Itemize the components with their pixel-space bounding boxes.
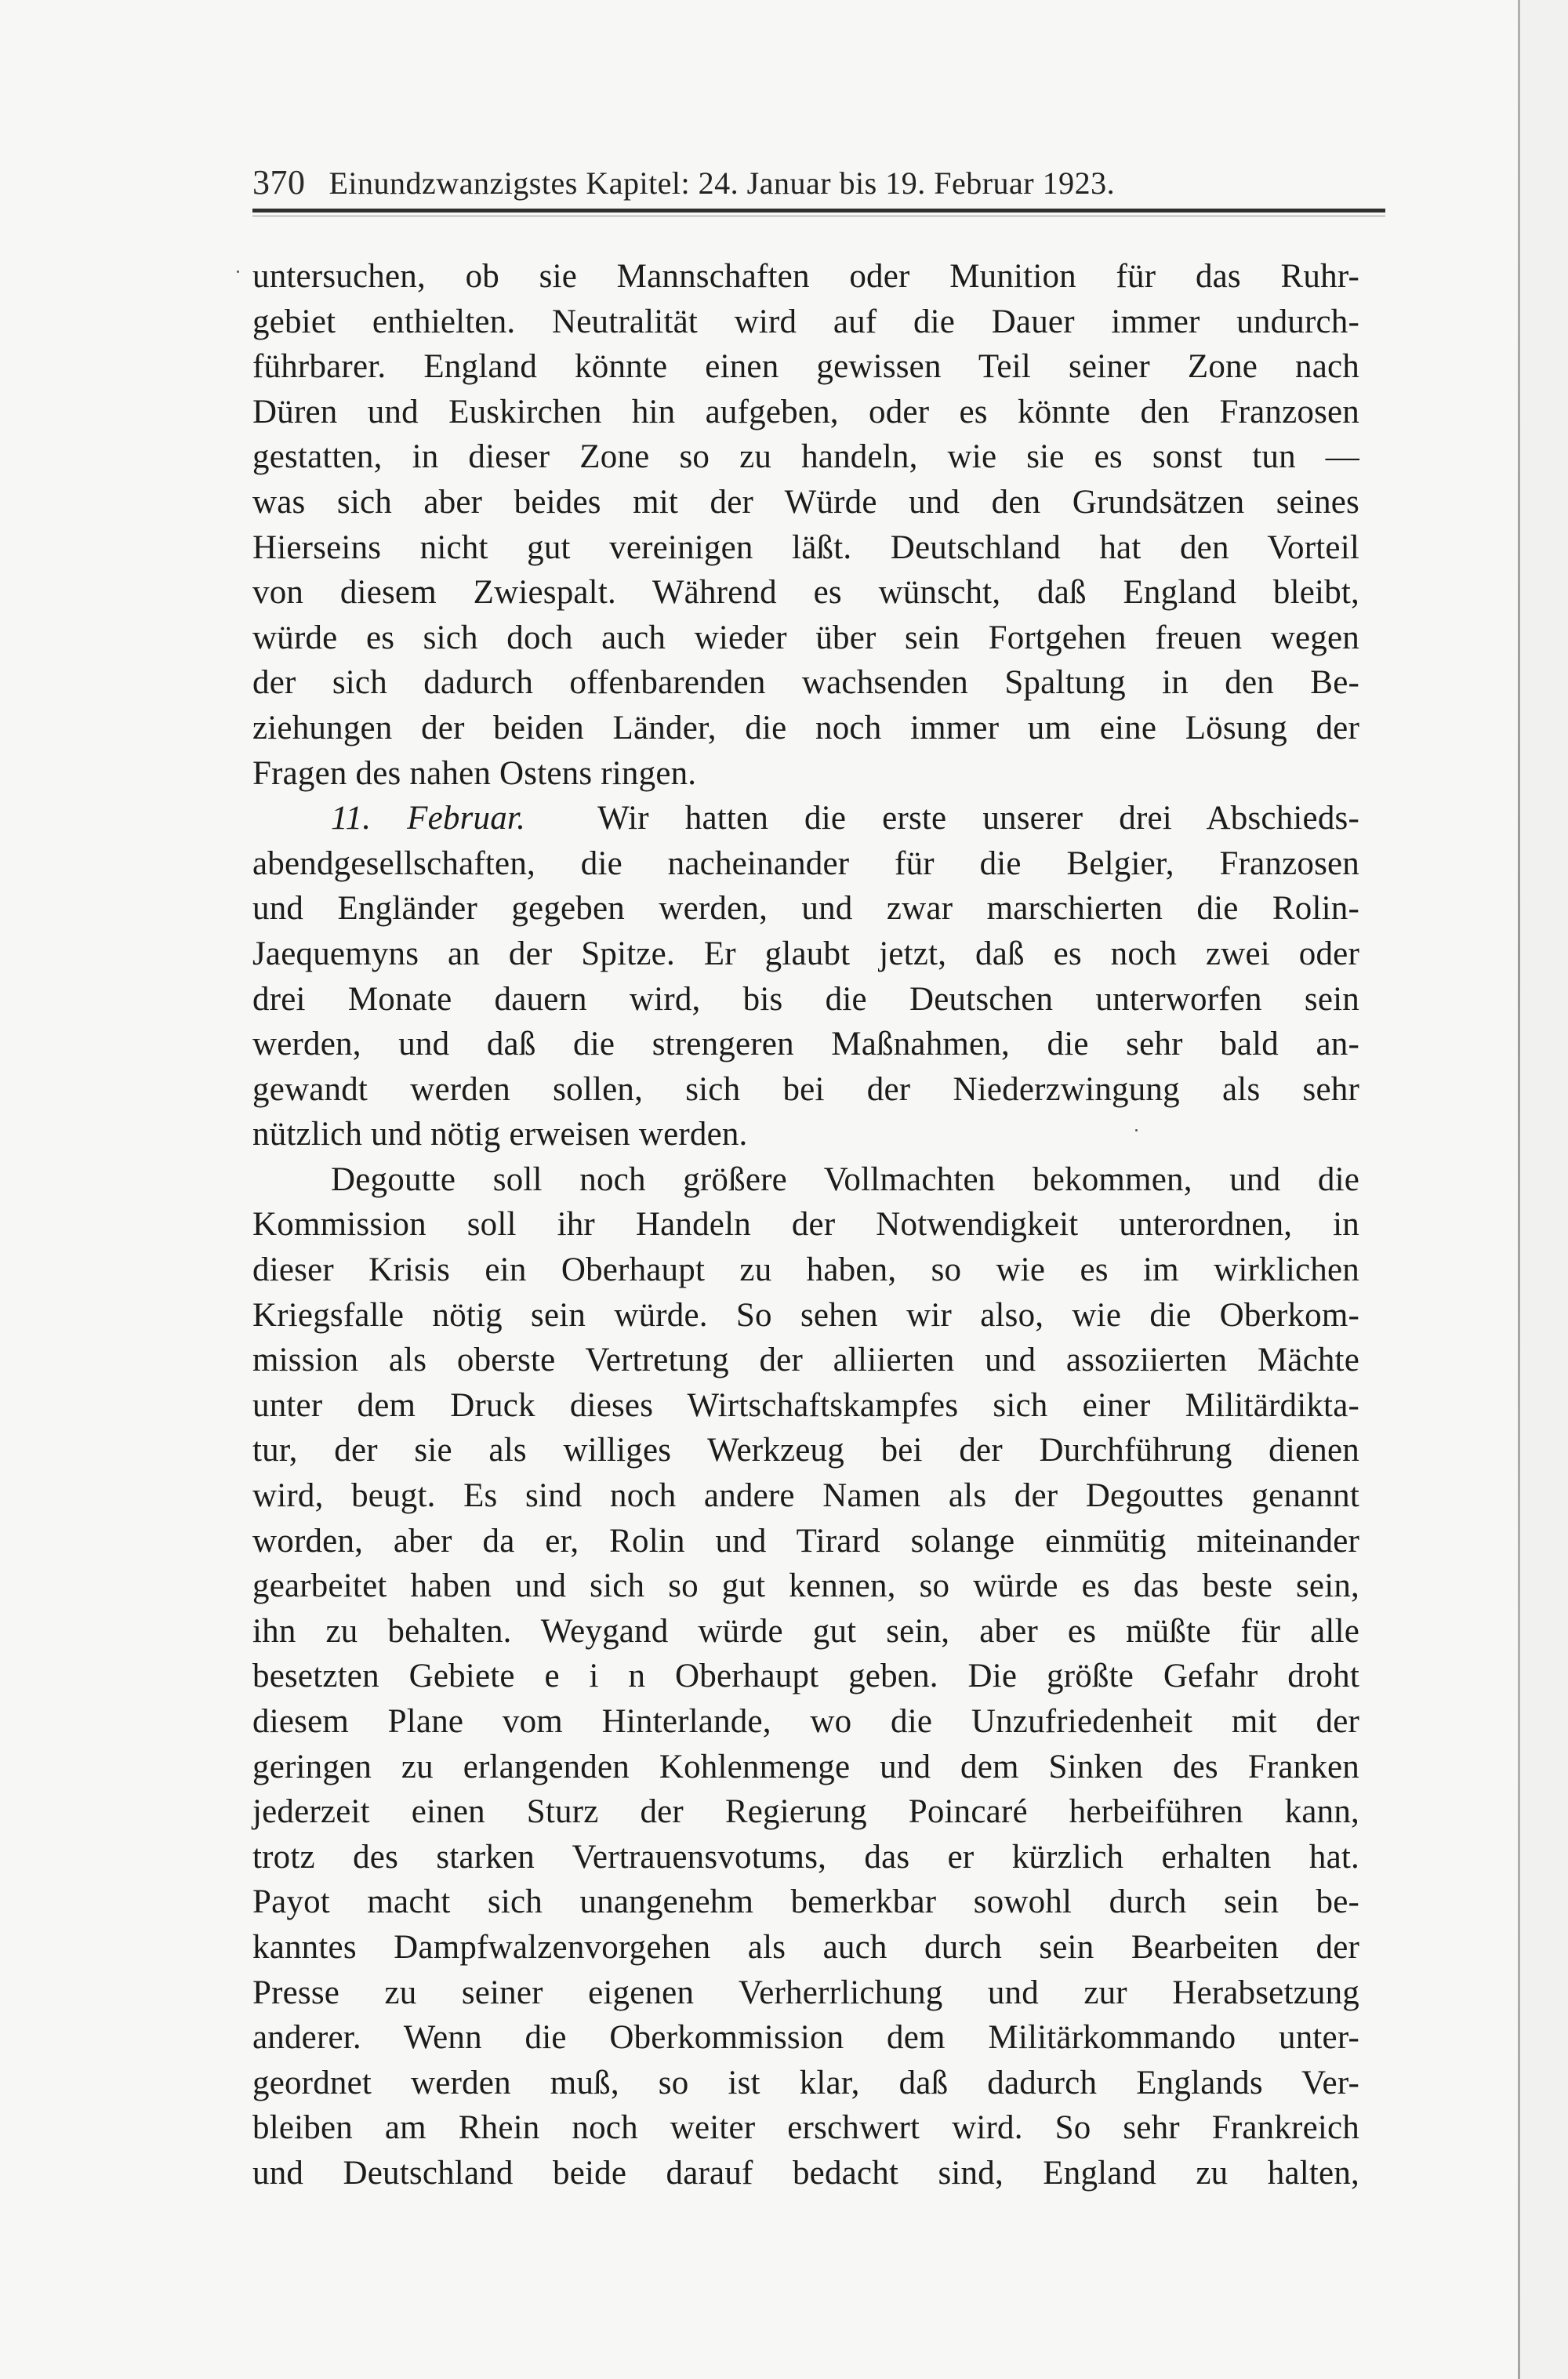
scan-speck	[1135, 1129, 1138, 1131]
text-line: gearbeitet haben und sich so gut kennen, so würde es das beste sein,	[252, 1567, 1359, 1605]
text-line: und Deutschland beide darauf bedacht sind, England zu halten,	[252, 2154, 1359, 2192]
text-line: bleiben am Rhein noch weiter erschwert wird. So sehr Frankreich	[252, 2109, 1359, 2147]
text-line: wird, beugt. Es sind noch andere Namen als der Degouttes genannt	[252, 1477, 1359, 1515]
text-line: trotz des starken Vertrauensvotums, das er kürzlich erhalten hat.	[252, 1838, 1359, 1876]
paragraph	[252, 254, 1359, 796]
text-line: geringen zu erlangenden Kohlenmenge und dem Sinken des Franken	[252, 1748, 1359, 1785]
text-line: Kriegsfalle nötig sein würde. So sehen wir also, wie die Oberkom-	[252, 1296, 1359, 1334]
text-line: Jaequemyns an der Spitze. Er glaubt jetzt, daß es noch zwei oder	[252, 935, 1359, 972]
dated-entry-first-line	[252, 796, 1359, 841]
running-header	[252, 162, 1366, 209]
text-line: unter dem Druck dieses Wirtschaftskampfes sich einer Militärdikta-	[252, 1386, 1359, 1424]
text-line: ziehungen der beiden Länder, die noch immer um eine Lösung der	[252, 709, 1359, 746]
text-line: anderer. Wenn die Oberkommission dem Militärkommando unter-	[252, 2019, 1359, 2057]
text-line: drei Monate dauern wird, bis die Deutschen unterworfen sein	[252, 980, 1359, 1018]
text-line: abendgesellschaften, die nacheinander für die Belgier, Franzosen	[252, 844, 1359, 882]
text-line: was sich aber beides mit der Würde und den Grundsätzen seines	[252, 483, 1359, 521]
text-line: mission als oberste Vertretung der alliierten und assoziierten Mächte	[252, 1342, 1359, 1379]
header-rule-thick	[252, 209, 1385, 212]
running-title: Einundzwanzigstes Kapitel: 24. Januar bis 19. Februar 1923.	[328, 165, 1116, 201]
text-line: kanntes Dampfwalzenvorgehen als auch durch sein Bearbeiten der	[252, 1928, 1359, 1966]
scan-speck	[237, 271, 239, 273]
text-line: untersuchen, ob sie Mannschaften oder Munition für das Ruhr-	[252, 258, 1359, 295]
text-line: der sich dadurch offenbarenden wachsenden Spaltung in den Be-	[252, 664, 1359, 702]
body-text	[252, 254, 1359, 2196]
text-line: Degoutte soll noch größere Vollmachten bekommen, und die	[331, 1160, 1359, 1198]
text-fragment: Wir hatten die erste unserer drei Abschieds-	[597, 800, 1360, 837]
text-line: Fragen des nahen Ostens ringen.	[252, 754, 697, 792]
text-line: ihn zu behalten. Weygand würde gut sein, aber es müßte für alle	[252, 1612, 1359, 1650]
text-line: tur, der sie als williges Werkzeug bei der Durchführung dienen	[252, 1432, 1359, 1469]
text-line: Düren und Euskirchen hin aufgeben, oder es könnte den Franzosen	[252, 393, 1359, 430]
paragraph	[252, 796, 1359, 1157]
paragraph	[252, 1157, 1359, 2196]
text-line: besetzten Gebiete e i n Oberhaupt geben. Die größte Gefahr droht	[252, 1658, 1359, 1695]
text-line: gestatten, in dieser Zone so zu handeln, wie sie es sonst tun —	[252, 438, 1359, 476]
text-line: Hierseins nicht gut vereinigen läßt. Deutschland hat den Vorteil	[252, 528, 1359, 566]
text-line: werden, und daß die strengeren Maßnahmen, die sehr bald an-	[252, 1026, 1359, 1063]
text-line: jederzeit einen Sturz der Regierung Poincaré herbeiführen kann,	[252, 1793, 1359, 1831]
text-line: von diesem Zwiespalt. Während es wünscht, daß England bleibt,	[252, 574, 1359, 612]
page-number: 370	[252, 163, 306, 202]
text-line: nützlich und nötig erweisen werden.	[252, 1116, 748, 1153]
entry-date: 11. Februar.	[331, 800, 526, 837]
text-line: dieser Krisis ein Oberhaupt zu haben, so wie es im wirklichen	[252, 1251, 1359, 1289]
text-line: führbarer. England könnte einen gewissen Teil seiner Zone nach	[252, 348, 1359, 386]
text-line: gewandt werden sollen, sich bei der Niederzwingung als sehr	[252, 1070, 1359, 1108]
text-line: Payot macht sich unangenehm bemerkbar sowohl durch sein be-	[252, 1883, 1359, 1921]
text-line: Presse zu seiner eigenen Verherrlichung und zur Herabsetzung	[252, 1974, 1359, 2011]
text-line: würde es sich doch auch wieder über sein Fortgehen freuen wegen	[252, 619, 1359, 656]
page-margin-shade	[1520, 0, 1568, 2379]
page-fold-edge	[1518, 0, 1520, 2379]
text-line: geordnet werden muß, so ist klar, daß dadurch Englands Ver-	[252, 2064, 1359, 2101]
text-line: worden, aber da er, Rolin und Tirard solange einmütig miteinander	[252, 1522, 1359, 1560]
text-line: Kommission soll ihr Handeln der Notwendigkeit unterordnen, in	[252, 1206, 1359, 1244]
text-line: diesem Plane vom Hinterlande, wo die Unzufriedenheit mit der	[252, 1703, 1359, 1740]
text-line: und Engländer gegeben werden, und zwar marschierten die Rolin-	[252, 890, 1359, 928]
text-line: gebiet enthielten. Neutralität wird auf die Dauer immer undurch-	[252, 303, 1359, 340]
